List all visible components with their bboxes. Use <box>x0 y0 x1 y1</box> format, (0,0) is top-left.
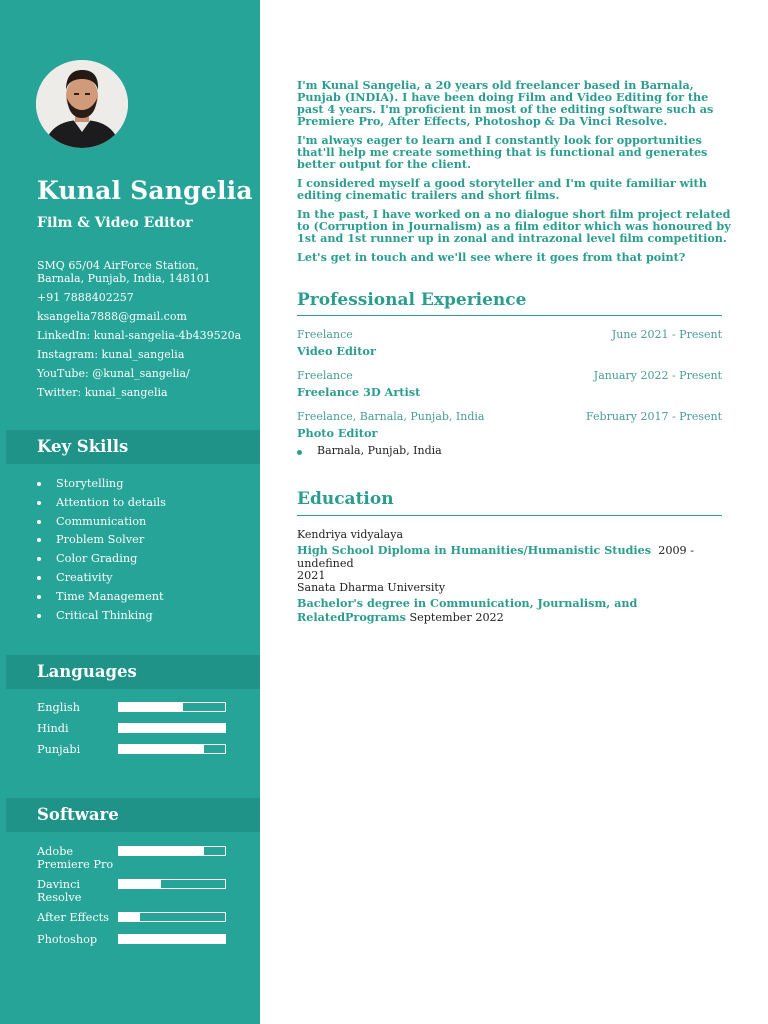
languages-heading-band <box>6 655 260 689</box>
experience-date: June 2021 - Present <box>611 328 722 341</box>
software-level-bar <box>118 934 226 944</box>
skill-item: Creativity <box>36 570 166 589</box>
contact-youtube[interactable]: YouTube: @kunal_sangelia/ <box>37 367 190 380</box>
experience-bullet: Barnala, Punjab, India <box>317 444 442 457</box>
education-dates: 2009 - undefined <box>297 544 695 570</box>
skill-item: Problem Solver <box>36 532 166 551</box>
education-degree: High School Diploma in Humanities/Humanistic Studies <box>297 543 652 557</box>
software-name-line: Adobe <box>37 845 74 858</box>
contact-linkedin[interactable]: LinkedIn: kunal-sangelia-4b439520a <box>37 329 242 342</box>
avatar <box>36 60 128 148</box>
skill-item: Storytelling <box>36 476 166 495</box>
about-paragraph: Let's get in touch and we'll see where it goes from that point? <box>297 250 686 264</box>
about-paragraph: I'm Kunal Sangelia, a 20 years old freelancer based in Barnala, Punjab (INDIA). I have been doing Film and Video Editing for the past 4 years. I'm proficient in most of the editing software such as Premiere Pro, After Effects, Photoshop & Da Vinci Resolve. <box>297 78 714 128</box>
education-dates: September 2022 <box>409 610 504 624</box>
education-dates-cont: 2021 <box>297 569 326 582</box>
software-name <box>37 846 113 871</box>
education-school: Kendriya vidyalaya <box>297 528 403 541</box>
software-name-line: Davinci <box>37 878 81 891</box>
contact-address <box>37 259 241 285</box>
contact-block <box>37 259 241 405</box>
level-fill <box>119 913 140 921</box>
experience-date: January 2022 - Present <box>593 369 722 382</box>
language-level-bar <box>118 723 226 733</box>
contact-email[interactable]: ksangelia7888@gmail.com <box>37 310 187 323</box>
about-paragraph: I'm always eager to learn and I constantly look for opportunities that'll help me create something that is functional and generates better output for the client. <box>297 133 708 171</box>
experience-date: February 2017 - Present <box>586 410 722 423</box>
level-fill <box>119 703 183 711</box>
education-heading: Education <box>297 489 394 509</box>
language-level-bar <box>118 702 226 712</box>
about-paragraph: I considered myself a good storyteller and I'm quite familiar with editing cinematic trailers and short films. <box>297 176 707 202</box>
level-fill <box>119 724 225 732</box>
experience-org: Freelance <box>297 328 353 341</box>
language-name: English <box>37 701 81 714</box>
software-heading-band <box>6 798 260 832</box>
level-fill <box>119 935 225 943</box>
languages-heading: Languages <box>37 662 137 681</box>
skills-list <box>36 476 166 626</box>
education-degree-line <box>297 597 717 624</box>
language-level-bar <box>118 744 226 754</box>
skills-heading-band <box>6 430 260 464</box>
skill-item: Time Management <box>36 589 166 608</box>
experience-divider <box>297 315 722 316</box>
skill-item: Color Grading <box>36 551 166 570</box>
software-name: After Effects <box>37 911 109 924</box>
education-divider <box>297 515 722 516</box>
profile-name: Kunal Sangelia <box>37 176 253 205</box>
education-school: Sanata Dharma University <box>297 581 446 594</box>
experience-title: Freelance 3D Artist <box>297 385 421 399</box>
experience-title: Video Editor <box>297 344 376 358</box>
software-name <box>37 879 81 904</box>
software-level-bar <box>118 879 226 889</box>
contact-phone[interactable]: +91 7888402257 <box>37 291 134 304</box>
skill-item: Attention to details <box>36 495 166 514</box>
software-name-line: Resolve <box>37 890 82 904</box>
sidebar <box>0 0 260 1024</box>
language-name: Hindi <box>37 722 69 735</box>
experience-heading: Professional Experience <box>297 290 527 310</box>
level-fill <box>119 880 161 888</box>
experience-org: Freelance <box>297 369 353 382</box>
address-line-1: SMQ 65/04 AirForce Station, <box>37 259 199 272</box>
about-section <box>297 79 731 270</box>
address-line-2: Barnala, Punjab, India, 148101 <box>37 272 211 285</box>
software-name: Photoshop <box>37 933 98 946</box>
experience-org: Freelance, Barnala, Punjab, India <box>297 410 485 423</box>
software-level-bar <box>118 846 226 856</box>
education-degree: Bachelor's degree in Communication, Journalism, and <box>297 596 638 610</box>
contact-twitter[interactable]: Twitter: kunal_sangelia <box>37 386 168 399</box>
skill-item: Critical Thinking <box>36 608 166 627</box>
profile-photo <box>36 60 128 148</box>
about-paragraph: In the past, I have worked on a no dialogue short film project related to (Corruption in Journalism) as a film editor which was honoured by 1st and 1st runner up in zonal and intrazonal level film competition. <box>297 207 731 245</box>
software-level-bar <box>118 912 226 922</box>
education-degree: RelatedPrograms <box>297 609 406 624</box>
education-degree-line <box>297 544 717 583</box>
level-fill <box>119 745 204 753</box>
software-heading: Software <box>37 805 119 824</box>
bullet-icon <box>297 450 302 455</box>
profile-role: Film & Video Editor <box>37 215 193 231</box>
skills-heading: Key Skills <box>37 437 129 456</box>
skill-item: Communication <box>36 514 166 533</box>
experience-title: Photo Editor <box>297 426 378 440</box>
language-name: Punjabi <box>37 743 81 756</box>
level-fill <box>119 847 204 855</box>
software-name-line: Premiere Pro <box>37 857 114 871</box>
contact-instagram[interactable]: Instagram: kunal_sangelia <box>37 348 185 361</box>
